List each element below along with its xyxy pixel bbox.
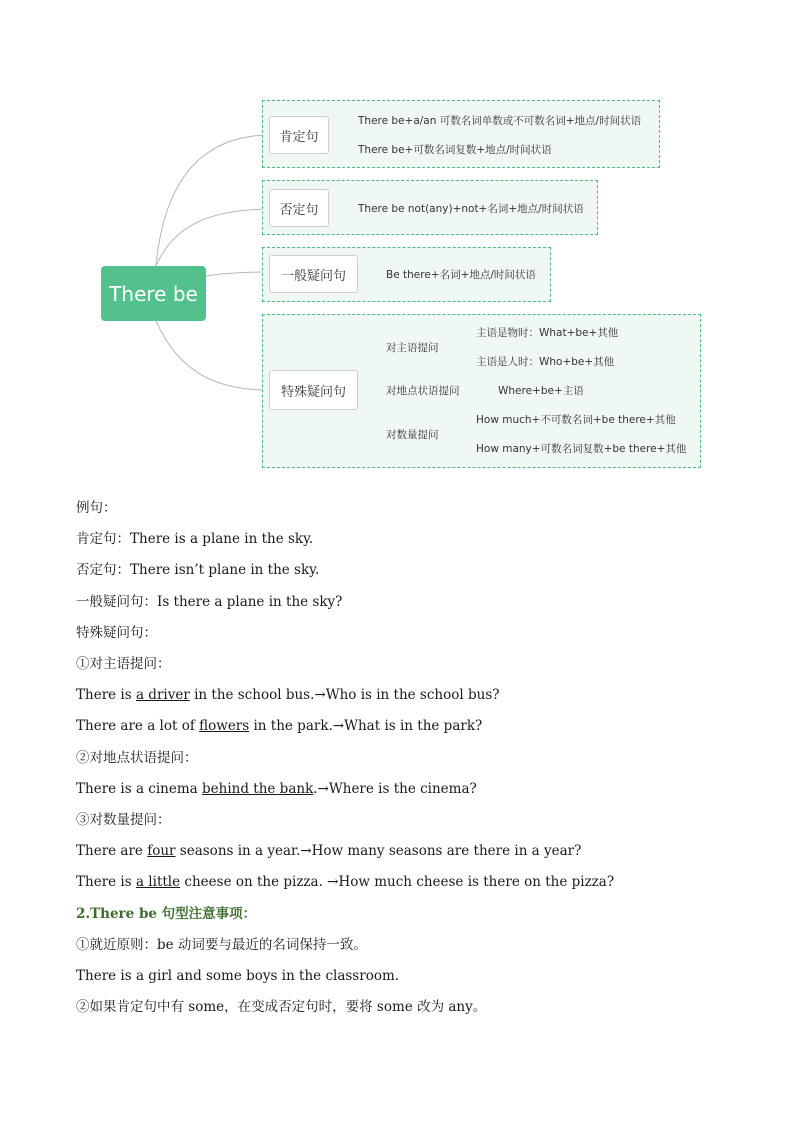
sentence-text: There are a lot of bbox=[76, 718, 200, 734]
section-2-heading: 2.There be 句型注意事项： bbox=[76, 906, 257, 922]
sentence-text: There is bbox=[76, 687, 136, 703]
place-heading: ②对地点状语提问： bbox=[76, 750, 198, 766]
underlined-phrase: four bbox=[147, 843, 176, 859]
sentence-text: .→Where is the cinema? bbox=[313, 781, 477, 797]
rule-1: ①就近原则：be 动词要与最近的名词保持一致。 bbox=[76, 937, 367, 953]
leaf-affirmative-1: There be+a/an 可数名词单数或不可数名词+地点/时间状语 bbox=[358, 115, 642, 127]
subject-example-1 bbox=[76, 686, 500, 704]
branch-node-yesno: 一般疑问句 bbox=[269, 255, 358, 293]
branch-node-special: 特殊疑问句 bbox=[269, 370, 358, 410]
sentence-text: cheese on the pizza. →How much cheese is there on the pizza? bbox=[180, 874, 615, 890]
negative-label: 否定句： bbox=[76, 562, 130, 578]
leaf-quantity-1: How much+不可数名词+be there+其他 bbox=[476, 414, 676, 426]
mind-map bbox=[0, 0, 794, 480]
leaf-yesno-1: Be there+名词+地点/时间状语 bbox=[386, 269, 536, 281]
sentence-text: seasons in a year.→How many seasons are there in a year? bbox=[175, 843, 582, 859]
yesno-label: 一般疑问句： bbox=[76, 594, 157, 610]
affirmative-label: 肯定句： bbox=[76, 531, 130, 547]
example-heading: 例句： bbox=[76, 500, 117, 516]
place-example bbox=[76, 780, 477, 798]
negative-example bbox=[76, 561, 319, 579]
underlined-phrase: a driver bbox=[135, 687, 190, 703]
negative-sentence: There isn’t plane in the sky. bbox=[130, 562, 320, 578]
rule-1-example: There is a girl and some boys in the classroom. bbox=[76, 968, 400, 984]
sentence-text: There is bbox=[76, 874, 136, 890]
sub-node-place: 对地点状语提问 bbox=[386, 385, 460, 397]
rule-2: ②如果肯定句中有 some，在变成否定句时，要将 some 改为 any。 bbox=[76, 999, 487, 1015]
sub-node-subject: 对主语提问 bbox=[386, 342, 439, 354]
yesno-sentence: Is there a plane in the sky? bbox=[157, 594, 343, 610]
yesno-example bbox=[76, 593, 342, 611]
affirmative-sentence: There is a plane in the sky. bbox=[130, 531, 314, 547]
sentence-text: in the school bus.→Who is in the school bus? bbox=[189, 687, 500, 703]
sub-node-quantity: 对数量提问 bbox=[386, 429, 439, 441]
branch-node-affirmative: 肯定句 bbox=[269, 116, 329, 154]
sentence-text: There is a cinema bbox=[76, 781, 203, 797]
subject-example-2 bbox=[76, 717, 482, 735]
subject-heading: ①对主语提问： bbox=[76, 656, 171, 672]
root-node: There be bbox=[101, 266, 206, 321]
affirmative-example bbox=[76, 530, 313, 548]
quantity-heading: ③对数量提问： bbox=[76, 812, 171, 828]
underlined-phrase: flowers bbox=[199, 718, 250, 734]
branch-node-negative: 否定句 bbox=[269, 189, 329, 227]
sentence-text: in the park.→What is in the park? bbox=[249, 718, 483, 734]
leaf-affirmative-2: There be+可数名词复数+地点/时间状语 bbox=[358, 144, 552, 156]
leaf-subject-1: 主语是物时：What+be+其他 bbox=[476, 327, 619, 339]
quantity-example-1 bbox=[76, 842, 581, 860]
leaf-subject-2: 主语是人时：Who+be+其他 bbox=[476, 356, 615, 368]
leaf-place-1: Where+be+主语 bbox=[498, 385, 584, 397]
underlined-phrase: behind the bank bbox=[202, 781, 314, 797]
leaf-quantity-2: How many+可数名词复数+be there+其他 bbox=[476, 443, 687, 455]
underlined-phrase: a little bbox=[135, 874, 181, 890]
quantity-example-2 bbox=[76, 873, 614, 891]
sentence-text: There are bbox=[76, 843, 148, 859]
special-heading: 特殊疑问句： bbox=[76, 625, 157, 641]
leaf-negative-1: There be not(any)+not+名词+地点/时间状语 bbox=[358, 203, 584, 215]
